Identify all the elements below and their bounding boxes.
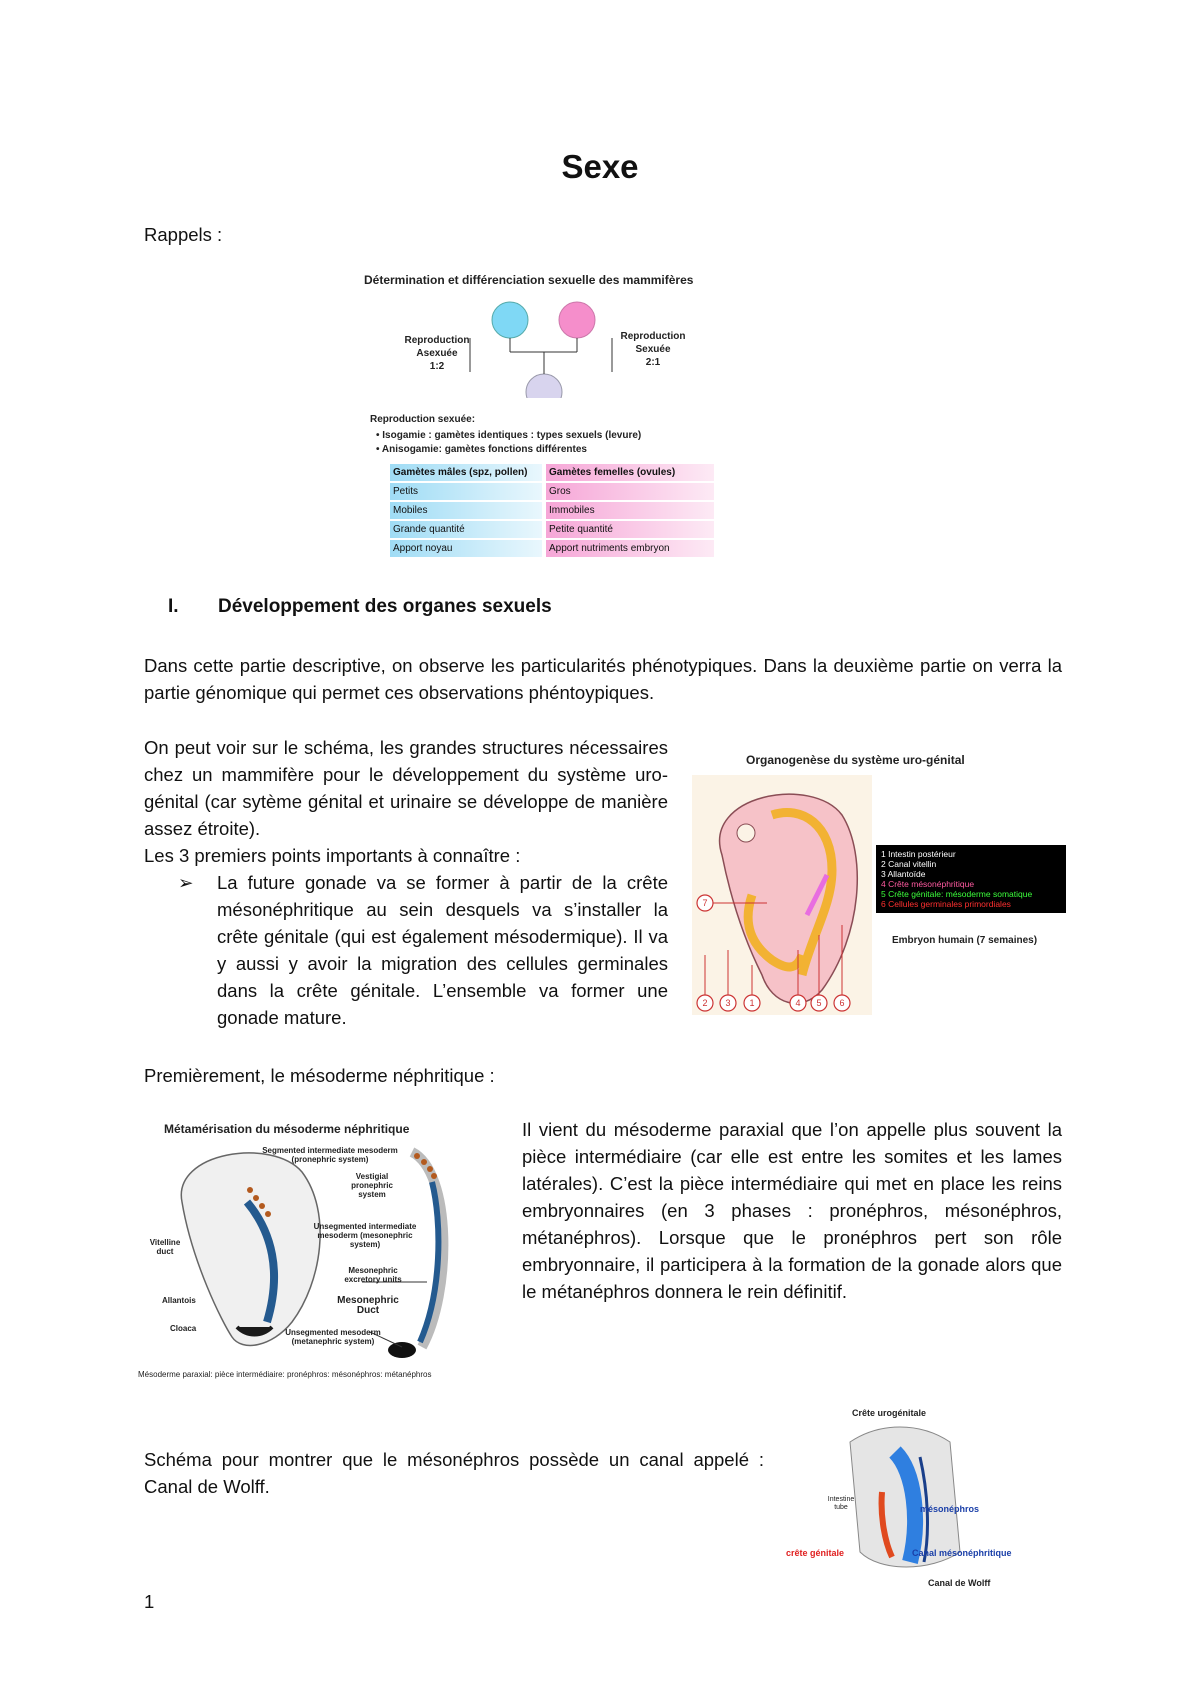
- label-unsegmented-mesoderm: Unsegmented intermediate mesoderm (mesonephric system): [313, 1222, 417, 1249]
- rappels-label: Rappels :: [144, 224, 223, 245]
- paragraph-points: Les 3 premiers points importants à connaître :: [144, 845, 521, 866]
- embryo-number-1: 1: [749, 998, 755, 1008]
- paragraph-schema: On peut voir sur le schéma, les grandes structures nécessaires chez un mammifère pour le développement du système uro-génital (car sytème génital et urinaire se développe de manière assez étroite).: [144, 737, 668, 839]
- zygote-circle: [526, 374, 562, 398]
- sexual-label: Reproduction Sexuée 2:1: [620, 331, 686, 368]
- label-canal-mesonephritique: Canal mésonéphritique: [912, 1548, 1012, 1558]
- figure1-title: Détermination et différenciation sexuelle des mammifères: [364, 273, 694, 287]
- label-vestigial: Vestigial pronephric system: [351, 1172, 393, 1199]
- embryo-number-3: 3: [725, 998, 731, 1008]
- embryo-number-2: 2: [702, 998, 708, 1008]
- label-metanephric: Unsegmented mesoderm (metanephric system): [285, 1328, 381, 1346]
- embryo-diagram: [692, 775, 882, 1025]
- figure4-title: Crête urogénitale: [852, 1408, 927, 1418]
- figure-crete-urogenitale: [780, 1408, 1040, 1593]
- female-gametes-table: Gamètes femelles (ovules) Gros Immobiles Petite quantité Apport nutriments embryon: [546, 464, 714, 559]
- figure-sexual-determination: [362, 268, 722, 553]
- label-mesonephric-units: Mesonephric excretory units: [344, 1266, 402, 1284]
- label-intestine: Intestine tube: [827, 1496, 855, 1511]
- embryo-number-4: 4: [795, 998, 801, 1008]
- label-crete-genitale: crête génitale: [786, 1548, 845, 1558]
- label-mesonephros: mésonéphros: [920, 1504, 980, 1514]
- paragraph-intro: Dans cette partie descriptive, on observe les particularités phénotypiques. Dans la deuxième partie on verra la partie génomique qui permet ces observations phéntoypiques.: [144, 655, 1062, 703]
- label-canal-wolff: Canal de Wolff: [928, 1578, 991, 1588]
- label-cloaca: Cloaca: [170, 1324, 197, 1333]
- paragraph-mesoderme: Premièrement, le mésoderme néphritique :: [144, 1065, 495, 1086]
- paragraph-piece-intermediaire: Il vient du mésoderme paraxial que l’on appelle plus souvent la pièce intermédiaire (car elle est entre les somites et les lames latérales). C’est la pièce intermédiaire qui met en place les reins embryonnaires (en 3 phases : pronéphros, mésonéphros, métanéphros). Lorsque que le pronéphros pert son rôle embryonnaire, il participera à la formation de la gonade alors que le métanéphros donnera le rein définitif.: [522, 1119, 1062, 1302]
- figure3-title: Métamérisation du mésoderme néphritique: [164, 1122, 410, 1136]
- figure-organogenesis: [692, 745, 1072, 1030]
- sexual-reproduction-heading: Reproduction sexuée:: [370, 414, 476, 425]
- embryo-number-5: 5: [816, 998, 822, 1008]
- embryo-number-6: 6: [839, 998, 845, 1008]
- label-vitelline-duct: Vitelline duct: [149, 1238, 181, 1256]
- figure3-caption: Mésoderme paraxial: pièce intermédiaire: pronéphros: mésonéphros: métanéphros: [138, 1370, 432, 1379]
- figure-metamerisation: [132, 1118, 492, 1386]
- organogenesis-legend: 1 Intestin postérieur 2 Canal vitellin 3 Allantoïde 4 Crête mésonéphritique 5 Crête génitale: mésoderme somatique 6 Cellules germinales primordiales: [876, 845, 1066, 913]
- label-mesonephric-duct: Mesonephric Duct: [337, 1295, 399, 1316]
- label-allantois: Allantois: [162, 1296, 196, 1305]
- male-gamete-circle: [492, 302, 528, 338]
- embryo-number-7: 7: [702, 898, 708, 908]
- page-title: Sexe: [561, 148, 639, 185]
- organogenesis-caption: Embryon humain (7 semaines): [892, 935, 1038, 946]
- bullet-gonade: La future gonade va se former à partir de la crête mésonéphritique au sein desquels va s’installer la crête génitale (qui est également mésodermique). Il va y aussi y avoir la migration des cellules germinales dans la crête génitale. L’ensemble va former une gonade mature.: [217, 872, 668, 1028]
- asexual-label: Reproduction Asexuée 1:2: [404, 335, 470, 372]
- label-segmented-mesoderm: Segmented intermediate mesoderm (pronephric system): [262, 1146, 398, 1164]
- section-heading: Développement des organes sexuels: [218, 596, 552, 617]
- arrow-bullet-icon: ➢: [178, 872, 194, 893]
- reproduction-bullets: • Isogamie : gamètes identiques : types sexuels (levure) • Anisogamie: gamètes fonctions différentes: [376, 430, 642, 455]
- female-gamete-circle: [559, 302, 595, 338]
- paragraph-wolff: Schéma pour montrer que le mésonéphros possède un canal appelé : Canal de Wolff.: [144, 1449, 764, 1497]
- male-gametes-table: Gamètes mâles (spz, pollen) Petits Mobiles Grande quantité Apport noyau: [390, 464, 542, 559]
- page-number: 1: [144, 1591, 155, 1612]
- figure2-title: Organogenèse du système uro-génital: [746, 753, 965, 767]
- section-number: I.: [168, 596, 179, 617]
